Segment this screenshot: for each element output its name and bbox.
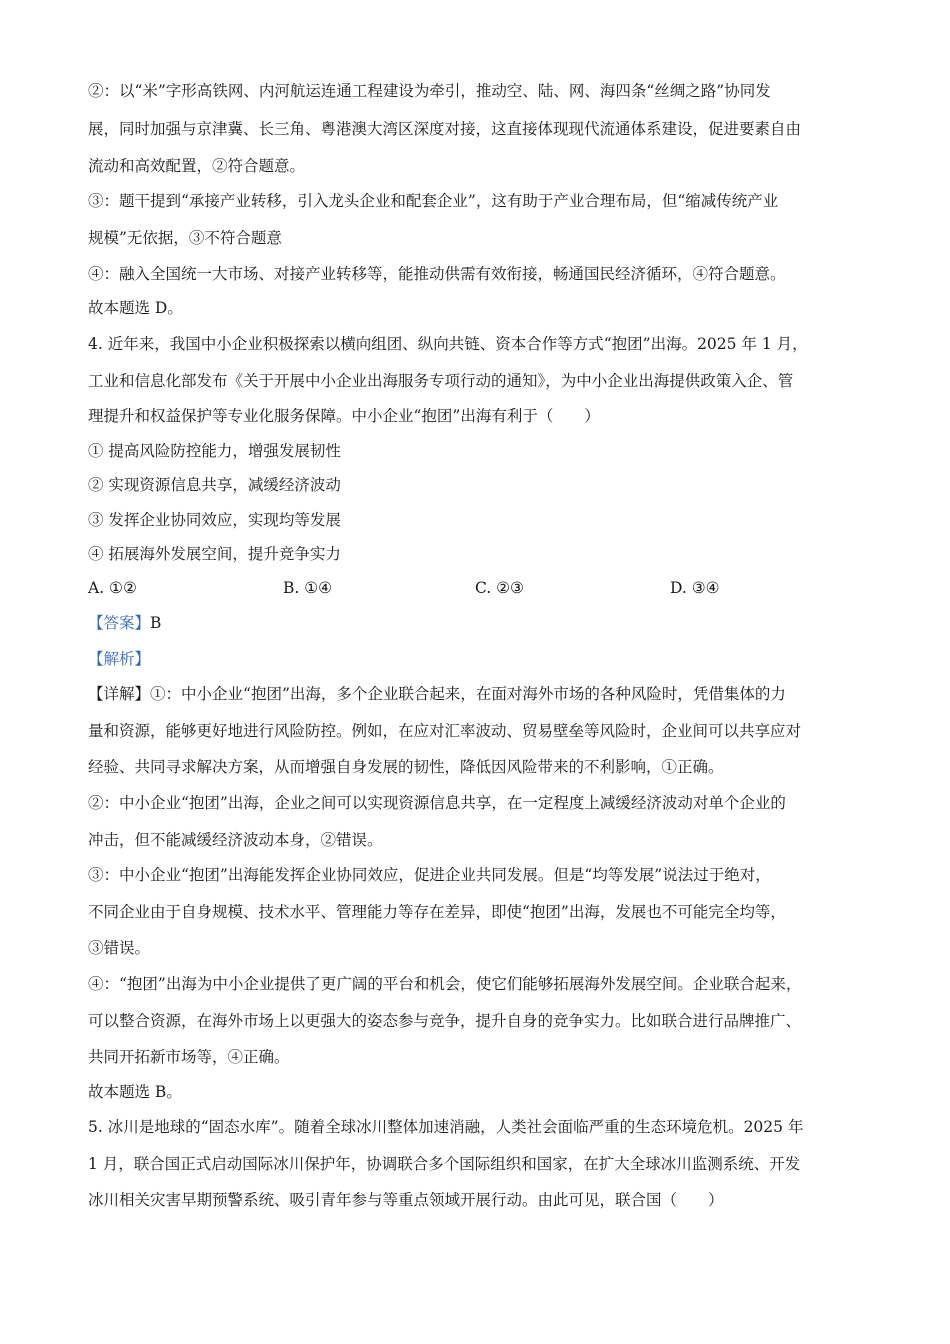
conclusion-line: 故本题选 B。 (88, 1083, 182, 1101)
detail-line: 不同企业由于自身规模、技术水平、管理能力等存在差异，即使“抱团”出海，发展也不可能完全均等， (88, 903, 786, 921)
question-stem: 1 月，联合国正式启动国际冰川保护年，协调联合多个国际组织和国家，在扩大全球冰川监测系统、开发 (88, 1155, 801, 1173)
option-b: B. ①④ (283, 579, 333, 597)
statement-item: ③ 发挥企业协同效应，实现均等发展 (88, 511, 341, 529)
analysis-line: 流动和高效配置，②符合题意。 (88, 157, 306, 175)
question-stem: 4. 近年来，我国中小企业积极探索以横向组团、纵向共链、资本合作等方式“抱团”出海。2025 年 1 月， (88, 335, 808, 353)
question-stem: 工业和信息化部发布《关于开展中小企业出海服务专项行动的通知》，为中小企业出海提供政策入企、管 (88, 372, 794, 390)
answer-value: B (150, 614, 162, 632)
answer-tag: 【答案】 (88, 614, 151, 632)
detail-line: 经验、共同寻求解决方案，从而增强自身发展的韧性，降低因风险带来的不利影响，①正确。 (88, 758, 724, 776)
detail-line: ②：中小企业“抱团”出海，企业之间可以实现资源信息共享，在一定程度上减缓经济波动对单个企业的 (88, 794, 786, 812)
detail-line: 可以整合资源，在海外市场上以更强大的姿态参与竞争，提升自身的竞争实力。比如联合进行品牌推广、 (88, 1012, 802, 1030)
detail-line: ③：中小企业“抱团”出海能发挥企业协同效应，促进企业共同发展。但是“均等发展”说法过于绝对， (88, 866, 771, 884)
analysis-line: ④：融入全国统一大市场、对接产业转移等，能推动供需有效衔接，畅通国民经济循环，④符合题意。 (88, 265, 786, 283)
analysis-tag: 【解析】 (88, 650, 151, 668)
detail-line: ③错误。 (88, 939, 151, 957)
analysis-line: 展，同时加强与京津冀、长三角、粤港澳大湾区深度对接，这直接体现现代流通体系建设，促进要素自由 (88, 120, 802, 138)
detail-line (88, 683, 786, 705)
conclusion-line: 故本题选 D。 (88, 299, 183, 317)
detail-line: ④：“抱团”出海为中小企业提供了更广阔的平台和机会，使它们能够拓展海外发展空间。企业联合起来， (88, 975, 802, 993)
question-stem: 理提升和权益保护等专业化服务保障。中小企业“抱团”出海有利于（ ） (88, 407, 600, 425)
detail-line: 冲击，但不能减缓经济波动本身，②错误。 (88, 831, 383, 849)
analysis-line: ②：以“米”字形高铁网、内河航运连通工程建设为牵引，推动空、陆、网、海四条“丝绸之路”协同发 (88, 82, 771, 100)
statement-item: ② 实现资源信息共享，减缓经济波动 (88, 476, 341, 494)
question-stem: 5. 冰川是地球的“固态水库”。随着全球冰川整体加速消融，人类社会面临严重的生态环境危机。2025 年 (88, 1118, 804, 1136)
option-d: D. ③④ (670, 579, 720, 597)
answer-line (88, 612, 161, 634)
detail-text: ①：中小企业“抱团”出海，多个企业联合起来，在面对海外市场的各种风险时，凭借集体的力 (150, 685, 786, 703)
analysis-line: 规模”无依据，③不符合题意 (88, 229, 282, 247)
detail-line: 量和资源，能够更好地进行风险防控。例如，在应对汇率波动、贸易壁垒等风险时，企业间可以共享应对 (88, 722, 802, 740)
detail-line: 共同开拓新市场等，④正确。 (88, 1048, 290, 1066)
question-stem: 冰川相关灾害早期预警系统、吸引青年参与等重点领域开展行动。由此可见，联合国（ ） (88, 1191, 724, 1209)
analysis-heading (88, 648, 150, 670)
option-a: A. ①② (88, 579, 137, 597)
analysis-line: ③：题干提到“承接产业转移，引入龙头企业和配套企业”，这有助于产业合理布局，但“缩减传统产业 (88, 192, 779, 210)
detail-tag: 【详解】 (88, 685, 151, 703)
statement-item: ④ 拓展海外发展空间，提升竞争实力 (88, 545, 341, 563)
statement-item: ① 提高风险防控能力，增强发展韧性 (88, 442, 341, 460)
option-c: C. ②③ (475, 579, 524, 597)
